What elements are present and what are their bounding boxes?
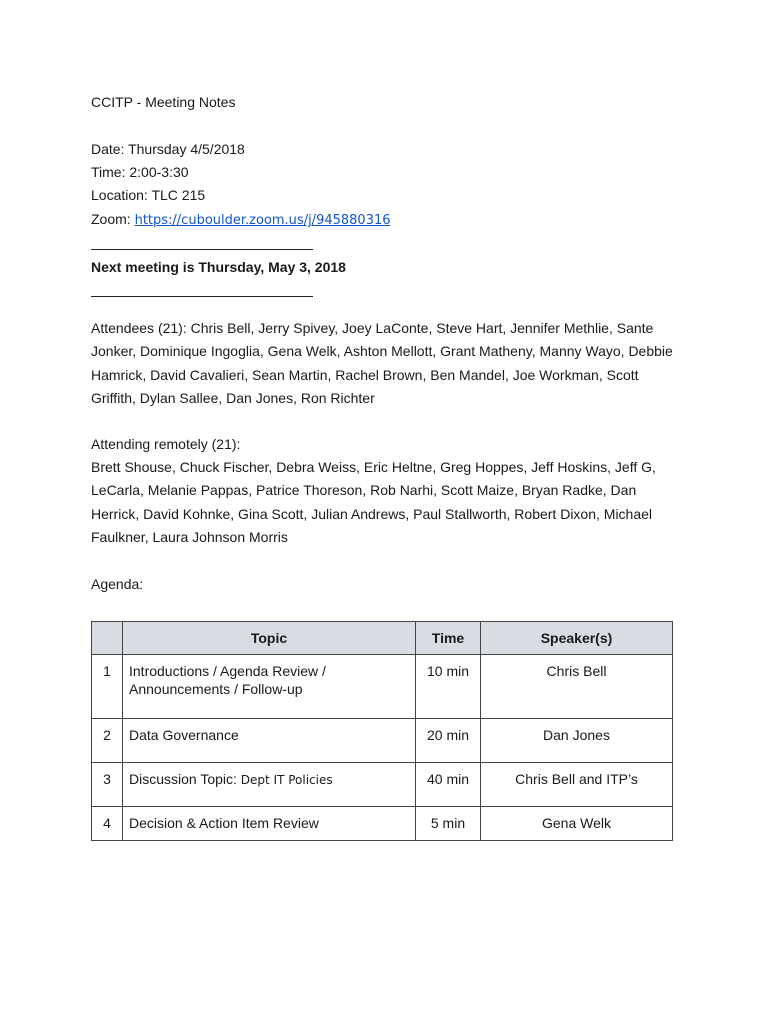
header-speakers: Speaker(s) (481, 622, 673, 655)
divider-bottom (91, 296, 313, 297)
row-topic: Introductions / Agenda Review / Announcements / Follow-up (123, 655, 416, 719)
row-time: 5 min (416, 807, 481, 841)
row-topic-extra: Dept IT Policies (240, 773, 333, 787)
row-time: 10 min (416, 655, 481, 719)
row-speaker: Gena Welk (481, 807, 673, 841)
header-time: Time (416, 622, 481, 655)
agenda-header-row (92, 622, 673, 655)
row-time: 40 min (416, 763, 481, 807)
agenda-table (91, 621, 673, 841)
row-number: 2 (92, 719, 123, 763)
meeting-date: Date: Thursday 4/5/2018 (91, 141, 245, 157)
zoom-link[interactable]: https://cuboulder.zoom.us/j/945880316 (134, 213, 391, 228)
meeting-time: Time: 2:00-3:30 (91, 164, 189, 180)
row-speaker: Chris Bell and ITP’s (481, 763, 673, 807)
divider-top (91, 249, 313, 250)
document-title: CCITP - Meeting Notes (91, 94, 236, 110)
row-topic-main: Discussion Topic: (129, 771, 241, 787)
row-number: 3 (92, 763, 123, 807)
row-speaker: Dan Jones (481, 719, 673, 763)
row-topic: Data Governance (123, 719, 416, 763)
attendees-paragraph: Attendees (21): Chris Bell, Jerry Spivey, Joey LaConte, Steve Hart, Jennifer Methlie, Sante Jonker, Dominique Ingoglia, Gena Welk, Ashton Mellott, Grant Matheny, Manny Wayo, Debbie Hamrick, David Cavalieri, Sean Martin, Rachel Brown, Ben Mandel, Joe Workman, Scott Griffith, Dylan Sallee, Dan Jones, Ron Richter (91, 320, 673, 406)
row-number: 4 (92, 807, 123, 841)
zoom-line (91, 209, 391, 231)
zoom-label: Zoom: (91, 211, 135, 227)
header-number (92, 622, 123, 655)
agenda-heading: Agenda: (91, 576, 144, 592)
row-number: 1 (92, 655, 123, 719)
table-row (92, 719, 673, 763)
table-row (92, 655, 673, 719)
row-speaker: Chris Bell (481, 655, 673, 719)
row-time: 20 min (416, 719, 481, 763)
meeting-location: Location: TLC 215 (91, 187, 206, 203)
header-topic: Topic (123, 622, 416, 655)
table-row (92, 807, 673, 841)
row-topic: Decision & Action Item Review (123, 807, 416, 841)
remote-heading: Attending remotely (21): (91, 436, 241, 452)
row-topic (123, 763, 416, 807)
next-meeting: Next meeting is Thursday, May 3, 2018 (91, 259, 346, 275)
table-row (92, 763, 673, 807)
remote-attendees-paragraph: Brett Shouse, Chuck Fischer, Debra Weiss, Eric Heltne, Greg Hoppes, Jeff Hoskins, Jeff G, LeCarla, Melanie Pappas, Patrice Thoreson, Rob Narhi, Scott Maize, Bryan Radke, Dan Herrick, David Kohnke, Gina Scott, Julian Andrews, Paul Stallworth, Robert Dixon, Michael Faulkner, Laura Johnson Morris (91, 459, 656, 545)
